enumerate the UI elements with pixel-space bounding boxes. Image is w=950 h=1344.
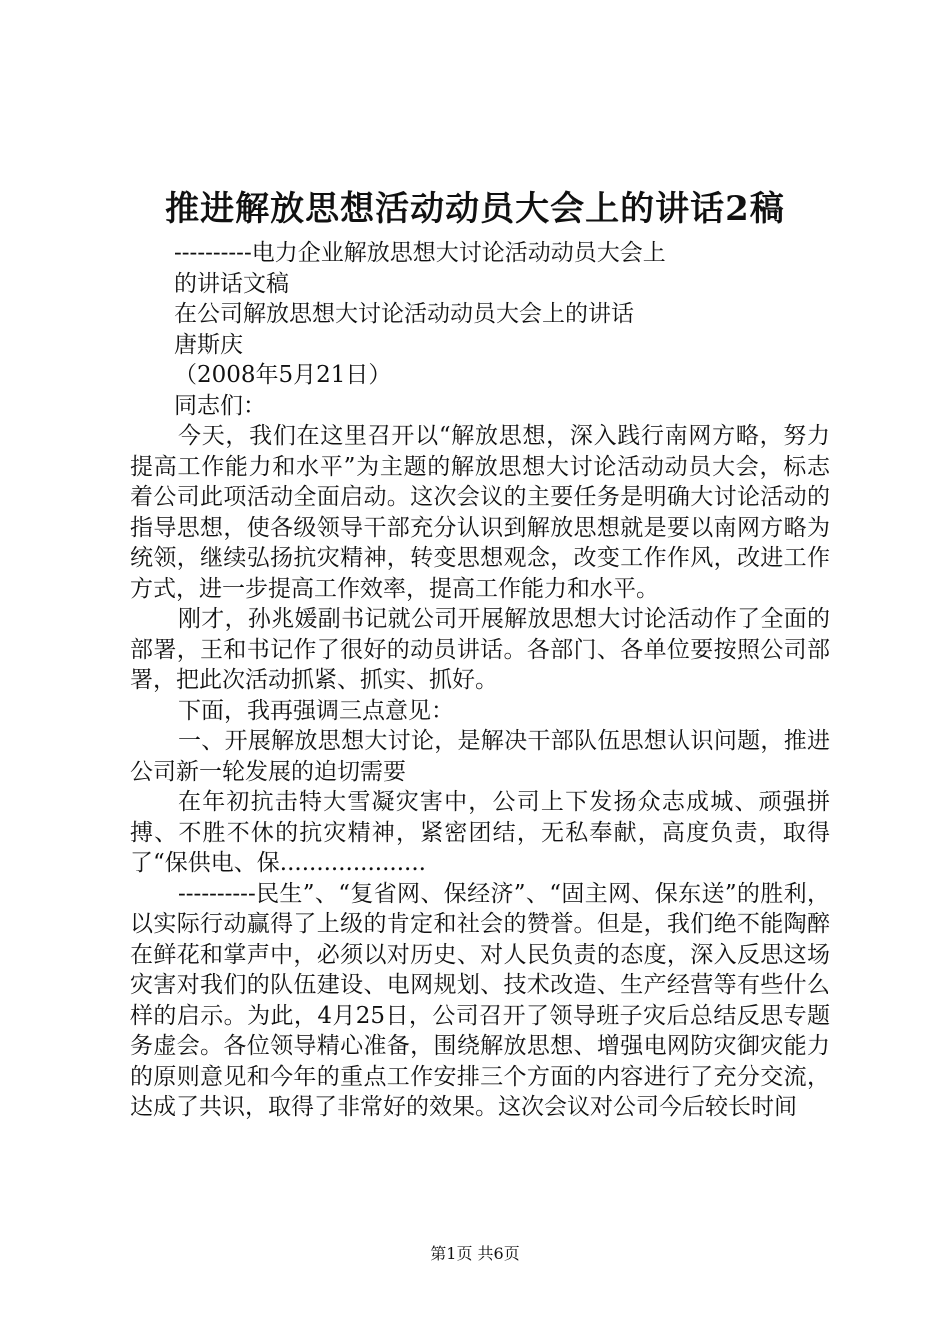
paragraph: 今天，我们在这里召开以“解放思想，深入践行南网方略，努力提高工作能力和水平”为主题的解放思想大讨论活动动员大会，标志着公司此项活动全面启动。这次会议的主要任务是明确大讨论活动的指导思想，使各级领导干部充分认识到解放思想就是要以南网方略为统领，继续弘扬抗灾精神，转变思想观念，改变工作作风，改进工作方式，进一步提高工作效率，提高工作能力和水平。 [130, 423, 830, 602]
paragraph: 刚才，孙兆媛副书记就公司开展解放思想大讨论活动作了全面的部署，王和书记作了很好的动员讲话。各部门、各单位要按照公司部署，把此次活动抓紧、抓实、抓好。 [130, 606, 830, 693]
document-body [130, 238, 830, 1123]
speaker-name: 唐斯庆 [174, 331, 243, 358]
section-heading: 一、开展解放思想大讨论，是解决干部队伍思想认识问题，推进公司新一轮发展的迫切需要 [130, 728, 830, 785]
speech-title: 在公司解放思想大讨论活动动员大会上的讲话 [174, 301, 634, 327]
salutation: 同志们： [174, 392, 266, 419]
paragraph: 下面，我再强调三点意见： [178, 697, 454, 724]
subtitle-line-1: ----------电力企业解放思想大讨论活动动员大会上 [174, 240, 666, 266]
page-indicator: 第1页 共6页 [430, 1244, 520, 1263]
paragraph: 在年初抗击特大雪凝灾害中，公司上下发扬众志成城、顽强拼搏、不胜不休的抗灾精神，紧密团结，无私奉献，高度负责，取得了“保供电、保.................... [130, 789, 830, 876]
speech-date: （2008年5月21日） [174, 362, 392, 388]
subtitle-line-2: 的讲话文稿 [174, 270, 289, 297]
paragraph: ----------民生”、“复省网、保经济”、“固主网、保东送”的胜利，以实际行动赢得了上级的肯定和社会的赞誉。但是，我们绝不能陶醉在鲜花和掌声中，必须以对历史、对人民负责的态度，深入反思这场灾害对我们的队伍建设、电网规划、技术改造、生产经营等有些什么样的启示。为此，4月25日，公司召开了领导班子灾后总结反思专题务虚会。各位领导精心准备，围绕解放思想、增强电网防灾御灾能力的原则意见和今年的重点工作安排三个方面的内容进行了充分交流，达成了共识，取得了非常好的效果。这次会议对公司今后较长时间 [130, 880, 830, 1120]
document-title: 推进解放思想活动动员大会上的讲话2稿 [165, 189, 785, 229]
